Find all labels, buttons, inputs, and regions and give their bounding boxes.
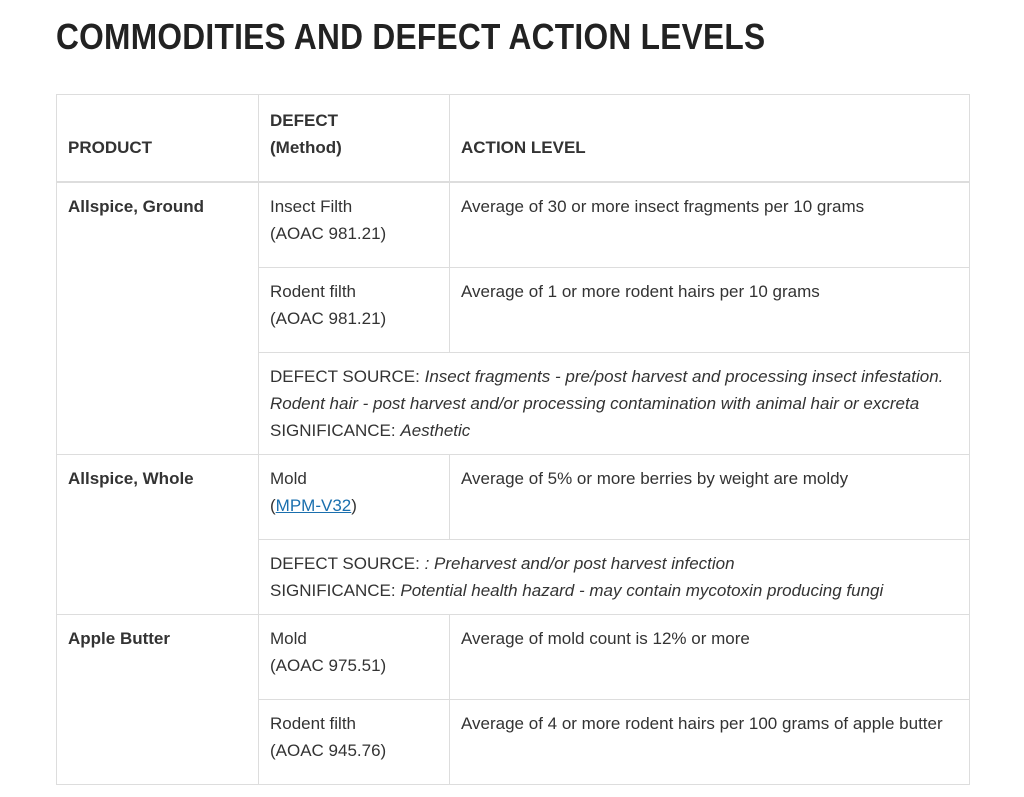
header-method-label: (Method) [270, 138, 342, 157]
product-cell: Apple Butter [57, 615, 259, 785]
defect-method: (AOAC 945.76) [270, 741, 387, 760]
page-title: COMMODITIES AND DEFECT ACTION LEVELS [56, 16, 766, 57]
header-action-level [450, 95, 970, 183]
significance-text: Potential health hazard - may contain mycotoxin producing fungi [400, 581, 884, 600]
header-action-level-label: ACTION LEVEL [461, 138, 586, 157]
defect-name: Rodent filth [270, 282, 356, 301]
defect-source-cell [259, 353, 970, 455]
significance-label: SIGNIFICANCE: [270, 421, 396, 440]
defect-method: (AOAC 981.21) [270, 224, 387, 243]
header-defect-label: DEFECT [270, 111, 338, 130]
table-header-row [57, 95, 970, 183]
defect-method: (AOAC 981.21) [270, 309, 387, 328]
defect-cell [259, 268, 450, 353]
defect-name: Mold [270, 629, 307, 648]
table-row [57, 455, 970, 540]
defect-name: Rodent filth [270, 714, 356, 733]
header-product-label: PRODUCT [68, 138, 153, 157]
defect-source-label: DEFECT SOURCE: [270, 554, 420, 573]
table-row [57, 615, 970, 700]
defect-name: Insect Filth [270, 197, 353, 216]
defect-cell [259, 455, 450, 540]
defect-source-text: : Preharvest and/or post harvest infection [424, 554, 735, 573]
defect-cell [259, 615, 450, 700]
header-product [57, 95, 259, 183]
significance-text: Aesthetic [400, 421, 471, 440]
defect-method: (AOAC 975.51) [270, 656, 387, 675]
product-cell: Allspice, Whole [57, 455, 259, 615]
method-prefix: ( [270, 496, 276, 515]
significance-label: SIGNIFICANCE: [270, 581, 396, 600]
method-link-mpm-v32[interactable]: MPM-V32 [275, 496, 352, 515]
defect-source-cell [259, 540, 970, 615]
table-row [57, 182, 970, 268]
defect-name: Mold [270, 469, 307, 488]
action-level-cell: Average of mold count is 12% or more [450, 615, 970, 700]
defect-cell [259, 182, 450, 268]
defect-cell [259, 700, 450, 785]
defect-action-table [56, 94, 970, 785]
action-level-cell: Average of 30 or more insect fragments per 10 grams [450, 182, 970, 268]
action-level-cell: Average of 1 or more rodent hairs per 10 grams [450, 268, 970, 353]
defect-method [270, 492, 438, 519]
method-suffix: ) [351, 496, 357, 515]
action-level-cell: Average of 5% or more berries by weight are moldy [450, 455, 970, 540]
defect-source-label: DEFECT SOURCE: [270, 367, 420, 386]
header-defect [259, 95, 450, 183]
product-cell: Allspice, Ground [57, 182, 259, 455]
action-level-cell: Average of 4 or more rodent hairs per 100 grams of apple butter [450, 700, 970, 785]
defect-source-text: Insect fragments - pre/post harvest and processing insect infestation. Rodent hair - post harvest and/or processing contamination with animal hair or excreta [270, 367, 944, 413]
